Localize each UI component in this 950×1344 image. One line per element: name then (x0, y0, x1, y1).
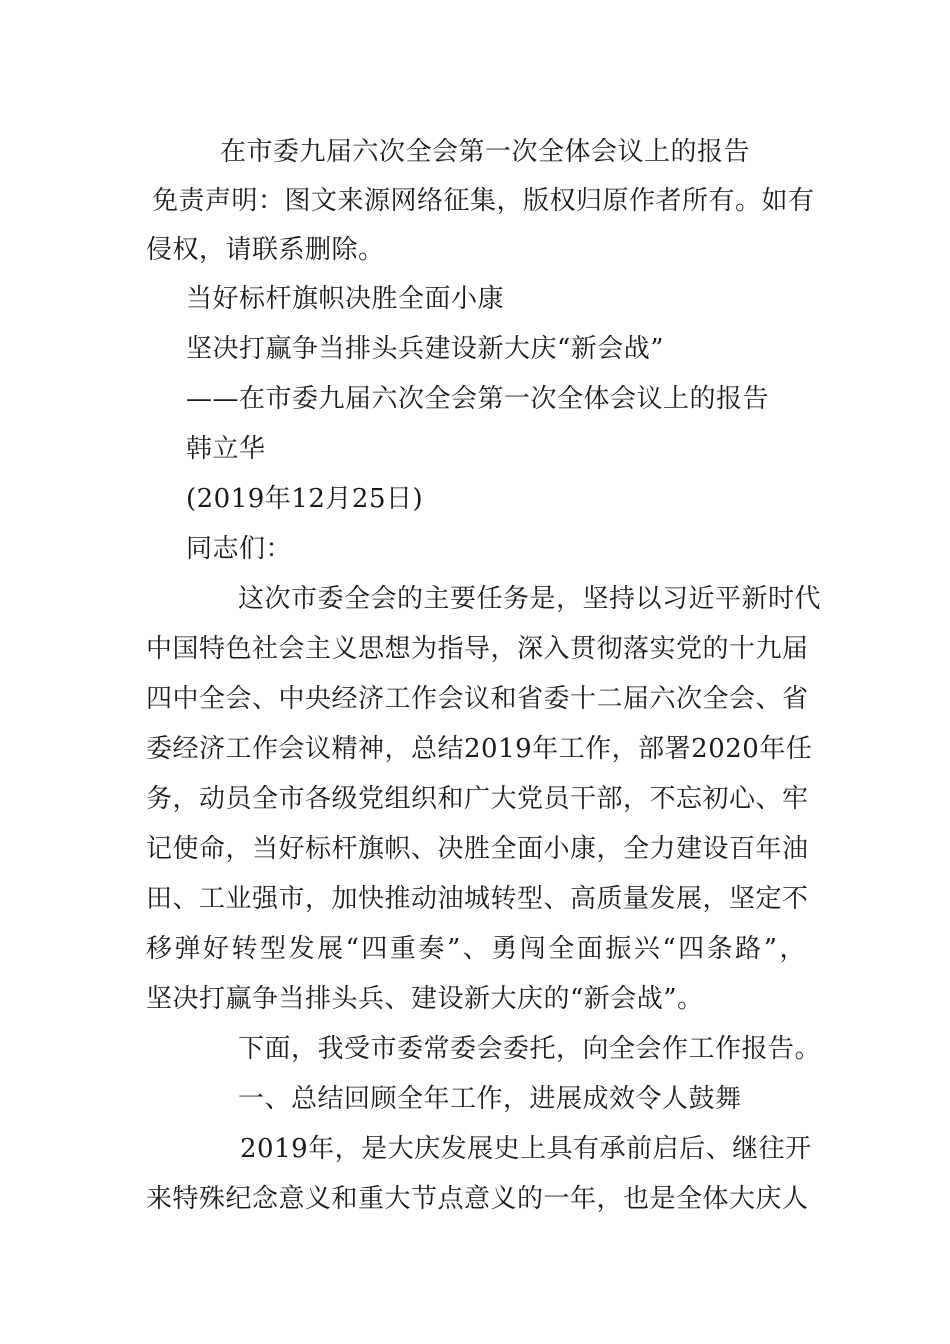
disclaimer-line-1: 免责声明：图文来源网络征集，版权归原作者所有。如有 (152, 186, 815, 216)
salutation: 同志们： (186, 534, 293, 564)
author: 韩立华 (186, 434, 266, 464)
paragraph-1-line: 坚决打赢争当排头兵、建设新大庆的“新会战”。 (146, 984, 704, 1014)
heading-2: 坚决打赢争当排头兵建设新大庆“新会战” (186, 334, 665, 364)
disclaimer-line-2: 侵权，请联系删除。 (146, 235, 385, 265)
paragraph-3-line: 来特殊纪念意义和重大节点意义的一年，也是全体大庆人 (146, 1184, 809, 1214)
paragraph-1-line: 田、工业强市，加快推动油城转型、高质量发展，坚定不 (146, 884, 809, 914)
paragraph-1-line: 记使命，当好标杆旗帜、决胜全面小康，全力建设百年油 (146, 834, 809, 864)
paragraph-3-line: 2019年，是大庆发展史上具有承前启后、继往开 (240, 1134, 812, 1164)
document-title: 在市委九届六次全会第一次全体会议上的报告 (220, 137, 751, 167)
paragraph-1-line: 移弹好转型发展“四重奏”、勇闯全面振兴“四条路”， (146, 934, 806, 964)
heading-1: 当好标杆旗帜决胜全面小康 (186, 284, 505, 314)
paragraph-2: 下面，我受市委常委会委托，向全会作工作报告。 (238, 1034, 822, 1064)
paragraph-1-line: 中国特色社会主义思想为指导，深入贯彻落实党的十九届 (146, 634, 809, 664)
section-1-heading: 一、总结回顾全年工作，进展成效令人鼓舞 (238, 1084, 742, 1114)
date: (2019年12月25日) (186, 484, 424, 514)
paragraph-1-line: 这次市委全会的主要任务是，坚持以习近平新时代 (238, 584, 822, 614)
paragraph-1-line: 委经济工作会议精神，总结2019年工作，部署2020年任 (146, 734, 813, 764)
paragraph-1-line: 务，动员全市各级党组织和广大党员干部，不忘初心、牢 (146, 784, 809, 814)
paragraph-1-line: 四中全会、中央经济工作会议和省委十二届六次全会、省 (146, 684, 809, 714)
subtitle: ——在市委九届六次全会第一次全体会议上的报告 (186, 384, 770, 414)
